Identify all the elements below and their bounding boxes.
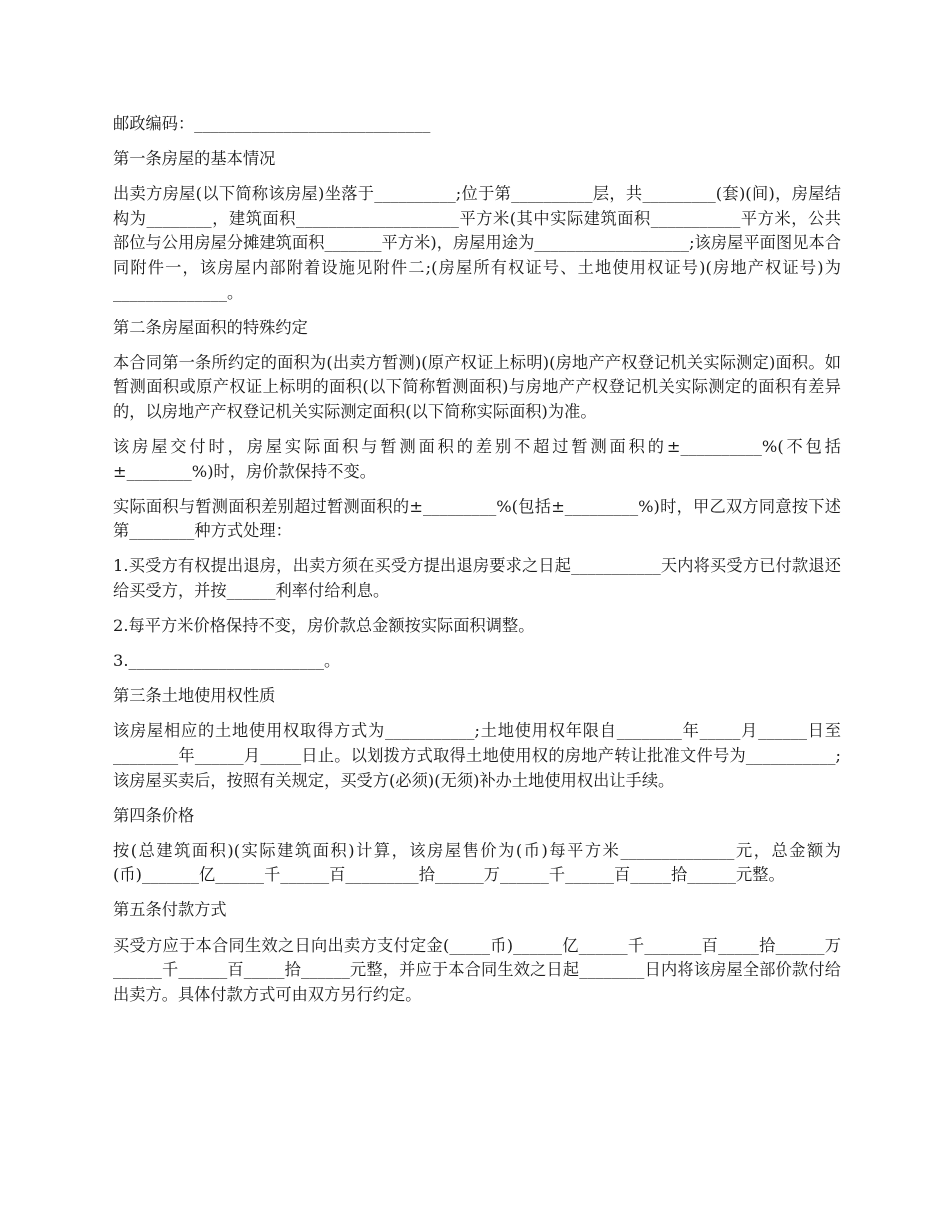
section-2-option-2: 2.每平方米价格保持不变，房价款总金额按实际面积调整。 <box>113 616 535 636</box>
section-3-heading: 第三条土地使用权性质 <box>113 686 276 706</box>
section-2-paragraph-3: 实际面积与暂测面积差别超过暂测面积的±_________%(包括±_________%)时，甲乙双方同意按下述第________种方式处理： <box>113 496 841 541</box>
section-2-heading: 第二条房屋面积的特殊约定 <box>113 317 308 337</box>
section-2-paragraph-2: 该房屋交付时，房屋实际面积与暂测面积的差别不超过暂测面积的±__________%(不包括±________%)时，房价款保持不变。 <box>113 437 841 481</box>
section-4-paragraph-1: 按(总建筑面积)(实际建筑面积)计算，该房屋售价为(币)每平方米______________元，总金额为(币)_______亿______千______百_________拾______万______千______百_____拾______元整。 <box>113 840 841 885</box>
postal-code-line: 邮政编码：_____________________________ <box>113 114 431 133</box>
section-2-option-3: 3.________________________。 <box>113 651 341 671</box>
section-5-heading: 第五条付款方式 <box>113 900 227 920</box>
section-1-paragraph-1: 出卖方房屋(以下简称该房屋)坐落于__________;位于第__________层，共_________(套)(间)，房屋结构为________，建筑面积____________________平方米(其中实际建筑面积___________平方米，公共部位与公用房屋分摊建筑面积_______平方米)，房屋用途为___________________;该房屋平面图见本合同附件一，该房屋内部附着设施见附件二;(房屋所有权证号、土地使用权证号)(房地产权证号)为______________。 <box>113 184 841 302</box>
document-body <box>113 112 841 1018</box>
section-1-heading: 第一条房屋的基本情况 <box>113 149 276 169</box>
section-5-paragraph-1: 买受方应于本合同生效之日向出卖方支付定金(_____币)______亿______千_______百_____拾______万______千______百_____拾______元整，并应于本合同生效之日起________日内将该房屋全部价款付给出卖方。具体付款方式可由双方另行约定。 <box>113 935 841 1004</box>
section-3-paragraph-1: 该房屋相应的土地使用权取得方式为___________;土地使用权年限自________年_____月______日至________年______月_____日止。以划拨方式取得土地使用权的房地产转让批准文件号为___________;该房屋买卖后，按照有关规定，买受方(必须)(无须)补办土地使用权出让手续。 <box>113 721 841 790</box>
section-4-heading: 第四条价格 <box>113 805 195 825</box>
section-2-option-1: 1.买受方有权提出退房，出卖方须在买受方提出退房要求之日起___________天内将买受方已付款退还给买受方，并按______利率付给利息。 <box>113 556 841 600</box>
section-2-paragraph-1: 本合同第一条所约定的面积为(出卖方暂测)(原产权证上标明)(房地产产权登记机关实际测定)面积。如暂测面积或原产权证上标明的面积(以下简称暂测面积)与房地产产权登记机关实际测定的面积有差异的，以房地产产权登记机关实际测定面积(以下简称实际面积)为准。 <box>113 352 841 421</box>
